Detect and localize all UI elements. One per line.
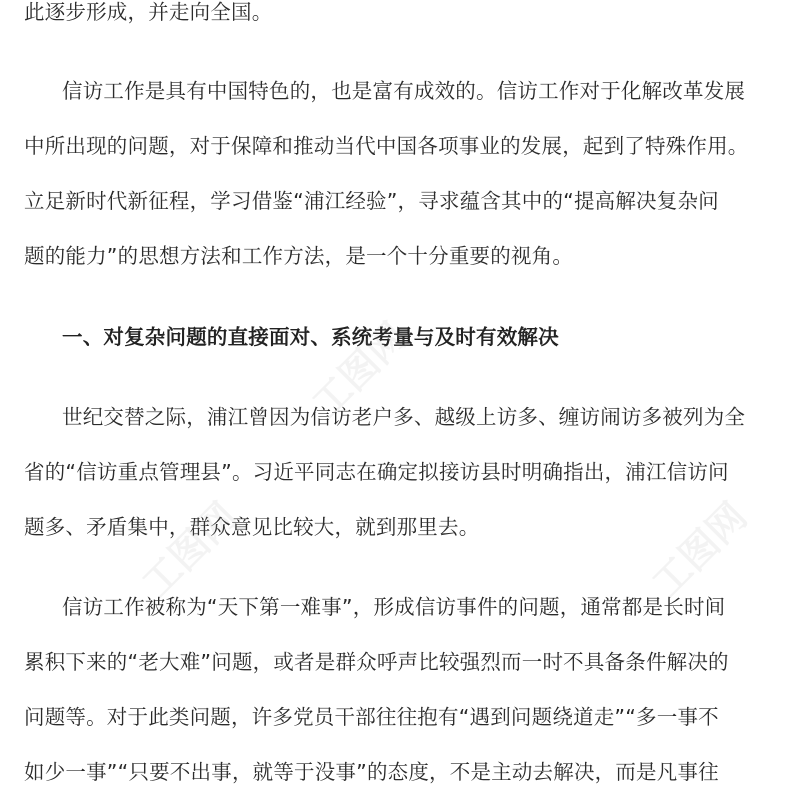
paragraph-line: 立足新时代新征程，学习借鉴“浦江经验”，寻求蕴含其中的“提高解决复杂问: [24, 189, 719, 213]
watermark-logo: 工图网: [133, 494, 246, 606]
paragraph-line: 信访工作被称为“天下第一难事”，形成信访事件的问题，通常都是长时间: [62, 595, 726, 619]
paragraph-line: 此逐步形成，并走向全国。: [24, 0, 273, 24]
paragraph-line: 信访工作是具有中国特色的，也是富有成效的。信访工作对于化解改革发展: [62, 79, 746, 103]
paragraph-line: 问题等。对于此类问题，许多党员干部往往抱有“遇到问题绕道走”“多一事不: [24, 705, 719, 729]
watermark-logo: 工图网: [303, 314, 416, 426]
paragraph-line: 中所出现的问题，对于保障和推动当代中国各项事业的发展，起到了特殊作用。: [24, 134, 749, 158]
paragraph-line: 累积下来的“老大难”问题，或者是群众呼声比较强烈而一时不具备条件解决的: [24, 650, 729, 674]
paragraph-line: 题多、矛盾集中，群众意见比较大，就到那里去。: [24, 515, 480, 539]
paragraph-line: 题的能力”的思想方法和工作方法，是一个十分重要的视角。: [24, 244, 574, 268]
paragraph-line: 省的“信访重点管理县”。习近平同志在确定拟接访县时明确指出，浦江信访问: [24, 460, 729, 484]
paragraph-line: 世纪交替之际，浦江曾因为信访老户多、越级上访多、缠访闹访多被列为全: [62, 405, 746, 429]
watermark-logo: 工图网: [643, 494, 756, 606]
paragraph-line: 如少一事”“只要不出事，就等于没事”的态度，不是主动去解决，而是凡事往: [24, 760, 719, 784]
section-heading: 一、对复杂问题的直接面对、系统考量与及时有效解决: [62, 325, 559, 349]
